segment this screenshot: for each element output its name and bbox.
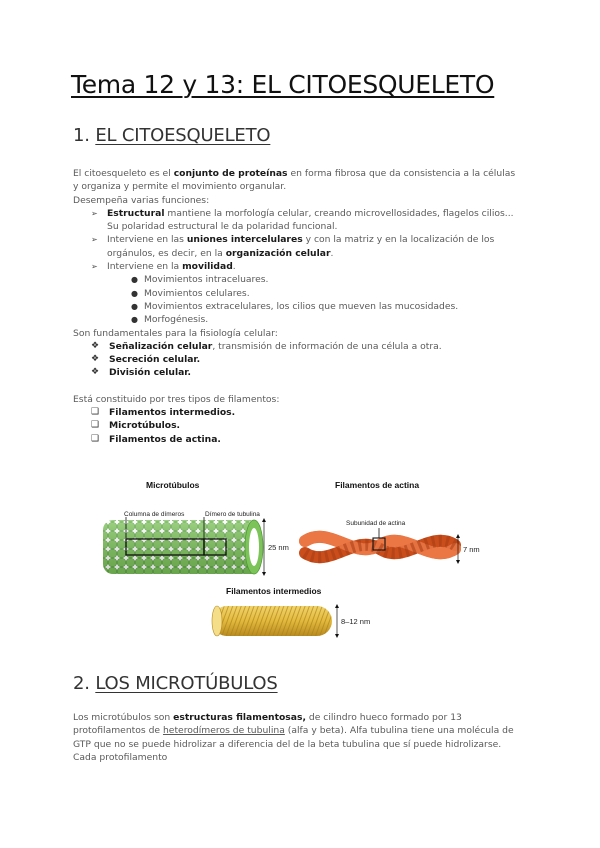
movement-item: ● Movimientos extracelulares, los cilios que mueven las mucosidades. [131,300,459,312]
dot-bullet-icon: ● [131,301,138,311]
arrow-bullet-icon: ➢ [91,235,98,245]
dot-bullet-icon: ● [131,288,138,298]
dimer-column-label: Columna de dímeros [124,511,185,518]
movement-item: ● Morfogénesis. [131,314,209,326]
intro-text: El citoesqueleto es el [73,168,174,179]
physiology-item: ❖ Señalización celular, transmisión de información de una célula a otra. [91,340,442,352]
microtubules-paragraph: Los microtúbulos son estructuras filamentosas, de cilindro hueco formado por 13 protofilamentos de heterodímeros de tubulina (alfa y beta). Alfa tubulina tiene una molécula de GTP que no se puede hidrolizar a diferencia del de la beta tubulina que sí puede hidrolizarse. Cada protofilamento [73,712,514,763]
filaments-list [73,406,523,446]
dot-bullet-icon: ● [131,315,138,325]
function-item: ➢ Estructural mantiene la morfología celular, creando microvellosidades, flagelos cilios... Su polaridad estructural le da polaridad funcional. [91,207,514,233]
filament-item: ❑ Filamentos intermedios. [91,407,236,419]
intermediate-illustration [212,604,339,638]
microtubule-size: 25 nm [268,543,289,552]
intro-paragraph [73,167,523,194]
movement-item: ● Movimientos intraceluares. [131,274,269,286]
tubulin-dimer-label: Dímero de tubulina [205,511,260,518]
functions-intro: Desempeña varias funciones: [73,194,210,206]
section2-number: 2. [73,673,90,694]
functions-list [73,207,523,273]
intermediate-title: Filamentos intermedios [226,586,322,596]
diamond-bullet-icon: ❖ [91,340,100,351]
filament-item: ❑ Filamentos de actina. [91,433,221,445]
filament-item: ❑ Microtúbulos. [91,420,181,432]
checkbox-bullet-icon: ❑ [91,420,100,431]
function-item: ➢ Interviene en las uniones intercelulares y con la matriz y en la localización de los orgánulos, es decir, en la organización celular. [91,234,495,259]
cytoskeleton-figure [0,470,600,645]
physiology-item: ❖ División celular. [91,367,192,379]
physiology-list [73,340,523,380]
actin-size: 7 nm [463,545,480,554]
diamond-bullet-icon: ❖ [91,354,100,365]
actin-subunit-label: Subunidad de actina [346,520,406,527]
intro-bold: conjunto de proteínas [173,168,288,179]
section1-body [73,167,523,446]
section2-heading [73,673,278,694]
arrow-bullet-icon: ➢ [91,208,98,218]
movement-item: ● Movimientos celulares. [131,287,250,299]
document-title: Tema 12 y 13: EL CITOESQUELETO [71,70,495,99]
actin-illustration [305,528,460,564]
section2-title: LOS MICROTÚBULOS [95,673,278,694]
section2-body [73,711,523,764]
physiology-item: ❖ Secreción celular. [91,354,201,366]
actin-title: Filamentos de actina [335,480,420,490]
cytoskeleton-diagram [0,470,600,645]
dot-bullet-icon: ● [131,275,138,285]
intermediate-size: 8–12 nm [341,617,371,626]
arrow-bullet-icon: ➢ [91,262,98,272]
intro-text-end: en forma fibrosa que da consistencia a la células y organiza y permite el movimiento organular. [73,168,516,193]
filaments-intro: Está constituido por tres tipos de filamentos: [73,393,280,405]
section1-number: 1. [73,125,90,146]
physiology-intro: Son fundamentales para la fisiología celular: [73,327,278,339]
function-item: ➢ Interviene en la movilidad. [91,261,236,273]
microtubule-illustration [103,517,266,576]
movement-list [73,273,523,326]
section1-title: EL CITOESQUELETO [95,125,271,146]
checkbox-bullet-icon: ❑ [91,407,100,418]
checkbox-bullet-icon: ❑ [91,433,100,444]
section1-heading [73,125,270,146]
microtubules-title: Microtúbulos [146,480,200,490]
diamond-bullet-icon: ❖ [91,367,100,378]
